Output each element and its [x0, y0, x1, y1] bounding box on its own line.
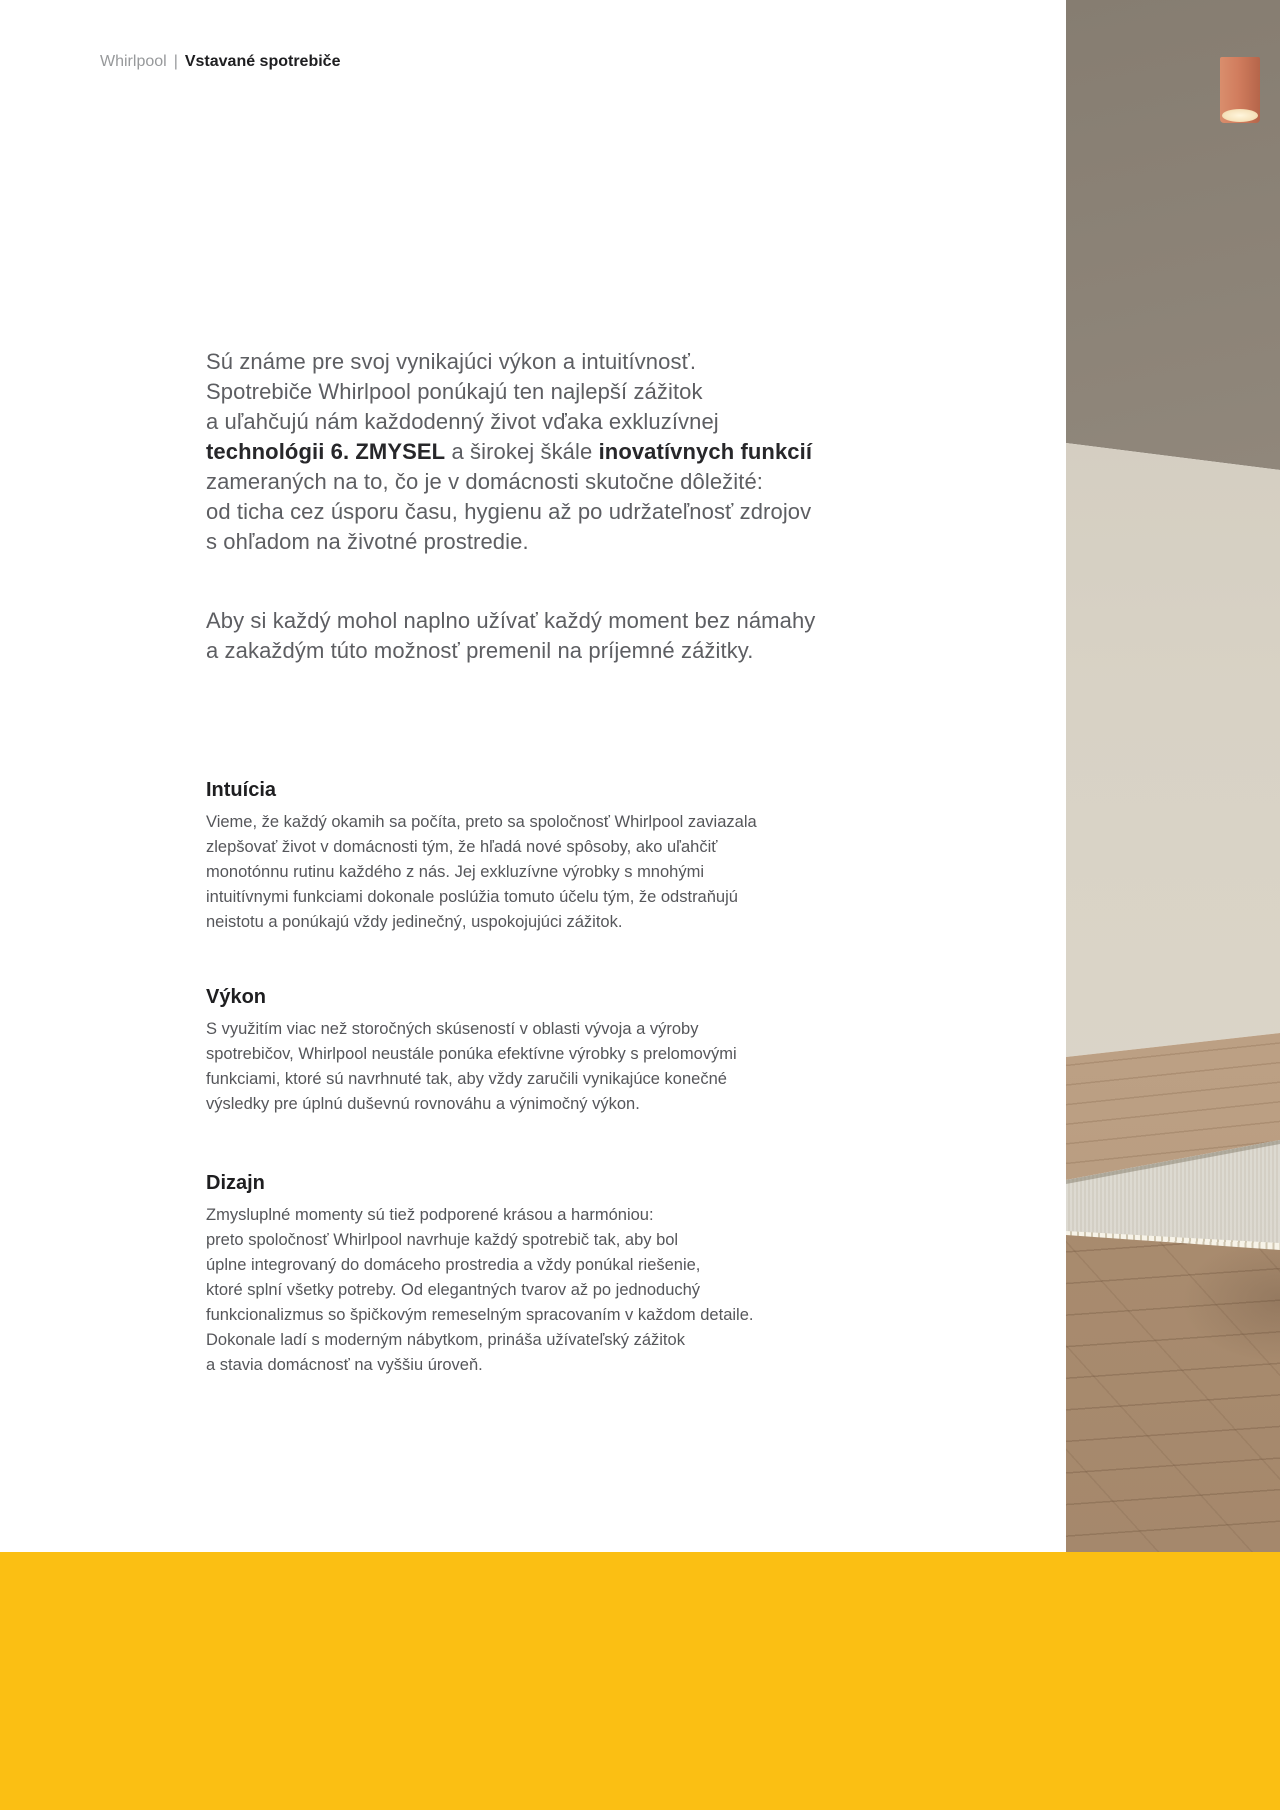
text-segment: a širokej škále [445, 439, 599, 464]
lamp-glow [1222, 109, 1258, 122]
text-line: funkcionalizmus so špičkovým remeselným spracovaním v každom detaile. [206, 1306, 754, 1324]
page-header [100, 52, 340, 72]
text-segment: zameraných na to, čo je v domácnosti skutočne dôležité: [206, 469, 764, 494]
text-line: neistotu a ponúkajú vždy jedinečný, uspokojujúci zážitok. [206, 913, 623, 931]
text-line: a stavia domácnosť na vyššiu úroveň. [206, 1356, 483, 1374]
text-line: Vieme, že každý okamih sa počíta, preto sa spoločnosť Whirlpool zaviazala [206, 813, 757, 831]
section-body-intuicia [206, 810, 846, 935]
section-dizajn [206, 1170, 846, 1378]
text-line: intuitívnymi funkciami dokonale poslúžia tomuto účelu tým, že odstraňujú [206, 888, 738, 906]
text-segment: s ohľadom na životné prostredie. [206, 529, 529, 554]
section-intuicia [206, 777, 846, 935]
text-line: zlepšovať život v domácnosti tým, že hľadá nové spôsoby, ako uľahčiť [206, 838, 718, 856]
text-line: výsledky pre úplnú duševnú rovnováhu a výnimočný výkon. [206, 1095, 640, 1113]
interior-photo [1066, 0, 1280, 1552]
text-segment: technológii 6. ZMYSEL [206, 439, 446, 464]
text-line: ktoré splní všetky potreby. Od elegantných tvarov až po jednoduchý [206, 1281, 701, 1299]
text-line: preto spoločnosť Whirlpool navrhuje každý spotrebič tak, aby bol [206, 1231, 679, 1249]
brand-name: Whirlpool [100, 53, 167, 70]
section-vykon [206, 984, 846, 1117]
brand-yellow-bar [0, 1552, 1280, 1810]
header-section-title: Vstavané spotrebiče [184, 53, 341, 70]
section-heading-vykon: Výkon [206, 986, 267, 1008]
text-segment: inovatívnych funkcií [598, 439, 813, 464]
text-segment: Aby si každý mohol naplno užívať každý moment bez námahy [206, 608, 816, 633]
text-line: Dokonale ladí s moderným nábytkom, prináša užívateľský zážitok [206, 1331, 685, 1349]
section-body-dizajn [206, 1203, 846, 1378]
text-line: spotrebičov, Whirlpool neustále ponúka efektívne výrobky s prelomovými [206, 1045, 737, 1063]
intro-paragraph-1 [206, 347, 812, 557]
text-segment: a zakaždým túto možnosť premenil na príjemné zážitky. [206, 638, 754, 663]
ceiling-lamp [1220, 57, 1260, 123]
text-line: monotónnu rutinu každého z nás. Jej exkluzívne výrobky s mnohými [206, 863, 704, 881]
text-segment: od ticha cez úsporu času, hygienu až po udržateľnosť zdrojov [206, 499, 812, 524]
text-segment: Sú známe pre svoj vynikajúci výkon a intuitívnosť. [206, 349, 697, 374]
text-line: Zmysluplné momenty sú tiež podporené krásou a harmóniou: [206, 1206, 654, 1224]
intro-paragraph-2 [206, 606, 815, 666]
header-divider: | [173, 53, 178, 70]
section-heading-intuicia: Intuícia [206, 779, 277, 801]
text-segment: Spotrebiče Whirlpool ponúkajú ten najlepší zážitok [206, 379, 703, 404]
text-line: úplne integrovaný do domáceho prostredia a vždy ponúkal riešenie, [206, 1256, 701, 1274]
text-line: funkciami, ktoré sú navrhnuté tak, aby vždy zaručili vynikajúce konečné [206, 1070, 727, 1088]
section-heading-dizajn: Dizajn [206, 1172, 265, 1194]
section-body-vykon [206, 1017, 846, 1117]
text-segment: a uľahčujú nám každodenný život vďaka exkluzívnej [206, 409, 719, 434]
text-line: S využitím viac než storočných skúseností v oblasti vývoja a výroby [206, 1020, 699, 1038]
